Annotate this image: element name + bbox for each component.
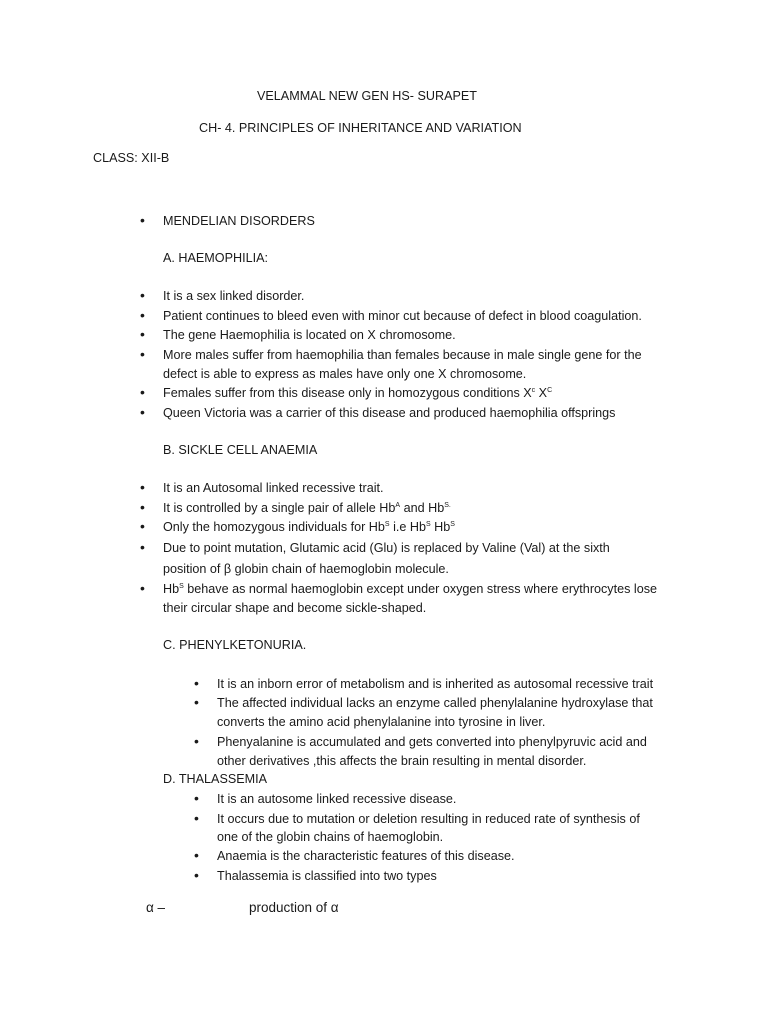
bullet: •: [194, 790, 199, 806]
haemophilia-item-cont: defect is able to express as males have only one X chromosome.: [163, 367, 527, 381]
thal-item: It occurs due to mutation or deletion resulting in reduced rate of synthesis of: [217, 812, 640, 826]
thal-heading: D. THALASSEMIA: [163, 772, 268, 786]
alpha-label: α –: [146, 900, 166, 915]
bullet: •: [140, 499, 145, 515]
sup-S: S: [179, 583, 184, 590]
homozygous-text: Females suffer from this disease only in homozygous conditions X: [163, 386, 532, 400]
sickle-item: [163, 500, 451, 516]
section-title: MENDELIAN DISORDERS: [163, 214, 315, 228]
haemophilia-item: Patient continues to bleed even with minor cut because of defect in blood coagulation.: [163, 309, 642, 323]
school-name: VELAMMAL NEW GEN HS- SURAPET: [257, 89, 477, 103]
sickle-item-cont: position of β globin chain of haemoglobin molecule.: [163, 562, 449, 576]
x-text: X: [538, 386, 548, 400]
bullet: •: [140, 307, 145, 323]
section-bullet: •: [140, 212, 145, 228]
sup-A: A: [395, 502, 401, 509]
bullet: •: [140, 539, 145, 555]
bullet: •: [194, 867, 199, 883]
haemophilia-heading: A. HAEMOPHILIA:: [163, 251, 268, 265]
thal-item: Thalassemia is classified into two types: [217, 869, 437, 883]
pku-heading: C. PHENYLKETONURIA.: [163, 638, 307, 652]
bullet: •: [140, 346, 145, 362]
haemophilia-item: More males suffer from haemophilia than females because in male single gene for the: [163, 348, 642, 362]
thal-item: It is an autosome linked recessive disease.: [217, 792, 457, 806]
sickle-item: Due to point mutation, Glutamic acid (Glu) is replaced by Valine (Val) at the sixth: [163, 541, 610, 555]
class-label: CLASS: XII-B: [93, 151, 170, 165]
pku-item-cont: other derivatives ,this affects the brain resulting in mental disorder.: [217, 754, 587, 768]
and-hb-text: and Hb: [400, 501, 445, 515]
haemophilia-item: [163, 385, 552, 401]
sup-c: c: [531, 387, 536, 394]
sickle-item-cont: their circular shape and become sickle-shaped.: [163, 601, 427, 615]
thal-item: Anaemia is the characteristic features of this disease.: [217, 849, 515, 863]
bullet: •: [194, 810, 199, 826]
bullet: •: [140, 326, 145, 342]
haemophilia-item: The gene Haemophilia is located on X chromosome.: [163, 328, 456, 342]
chapter-title: CH- 4. PRINCIPLES OF INHERITANCE AND VARIATION: [199, 121, 522, 135]
bullet: •: [140, 287, 145, 303]
sickle-heading: B. SICKLE CELL ANAEMIA: [163, 443, 318, 457]
pku-item-cont: converts the amino acid phenylalanine into tyrosine in liver.: [217, 715, 546, 729]
haemophilia-item: Queen Victoria was a carrier of this disease and produced haemophilia offsprings: [163, 406, 616, 420]
sickle-item: It is an Autosomal linked recessive trait.: [163, 481, 384, 495]
sup-S: S: [384, 521, 390, 528]
thal-item-cont: one of the globin chains of haemoglobin.: [217, 830, 444, 844]
sickle-item: [163, 581, 657, 597]
bullet: •: [140, 479, 145, 495]
bullet: •: [194, 694, 199, 710]
hb-text: Hb: [163, 582, 180, 596]
sup-S: S: [425, 521, 431, 528]
behave-text: behave as normal haemoglobin except under oxygen stress where erythrocytes lose: [183, 582, 658, 596]
pku-item: Phenyalanine is accumulated and gets converted into phenylpyruvic acid and: [217, 735, 647, 749]
bullet: •: [194, 847, 199, 863]
bullet: •: [194, 733, 199, 749]
homozygous-hb-text: Only the homozygous individuals for Hb: [163, 520, 385, 534]
pku-item: The affected individual lacks an enzyme called phenylalanine hydroxylase that: [217, 696, 653, 710]
bullet: •: [140, 404, 145, 420]
sup-S: S: [450, 521, 455, 528]
bullet: •: [194, 675, 199, 691]
production-label: production of α: [249, 900, 339, 915]
ie-hb-text: i.e Hb: [389, 520, 426, 534]
haemophilia-item: It is a sex linked disorder.: [163, 289, 305, 303]
sickle-item: [163, 519, 455, 535]
bullet: •: [140, 384, 145, 400]
sup-C: C: [547, 387, 553, 394]
hb-text: Hb: [430, 520, 451, 534]
bullet: •: [140, 580, 145, 596]
pku-item: It is an inborn error of metabolism and is inherited as autosomal recessive trait: [217, 677, 654, 691]
allele-text: It is controlled by a single pair of allele Hb: [163, 501, 396, 515]
sup-S: S.: [444, 502, 451, 509]
bullet: •: [140, 518, 145, 534]
